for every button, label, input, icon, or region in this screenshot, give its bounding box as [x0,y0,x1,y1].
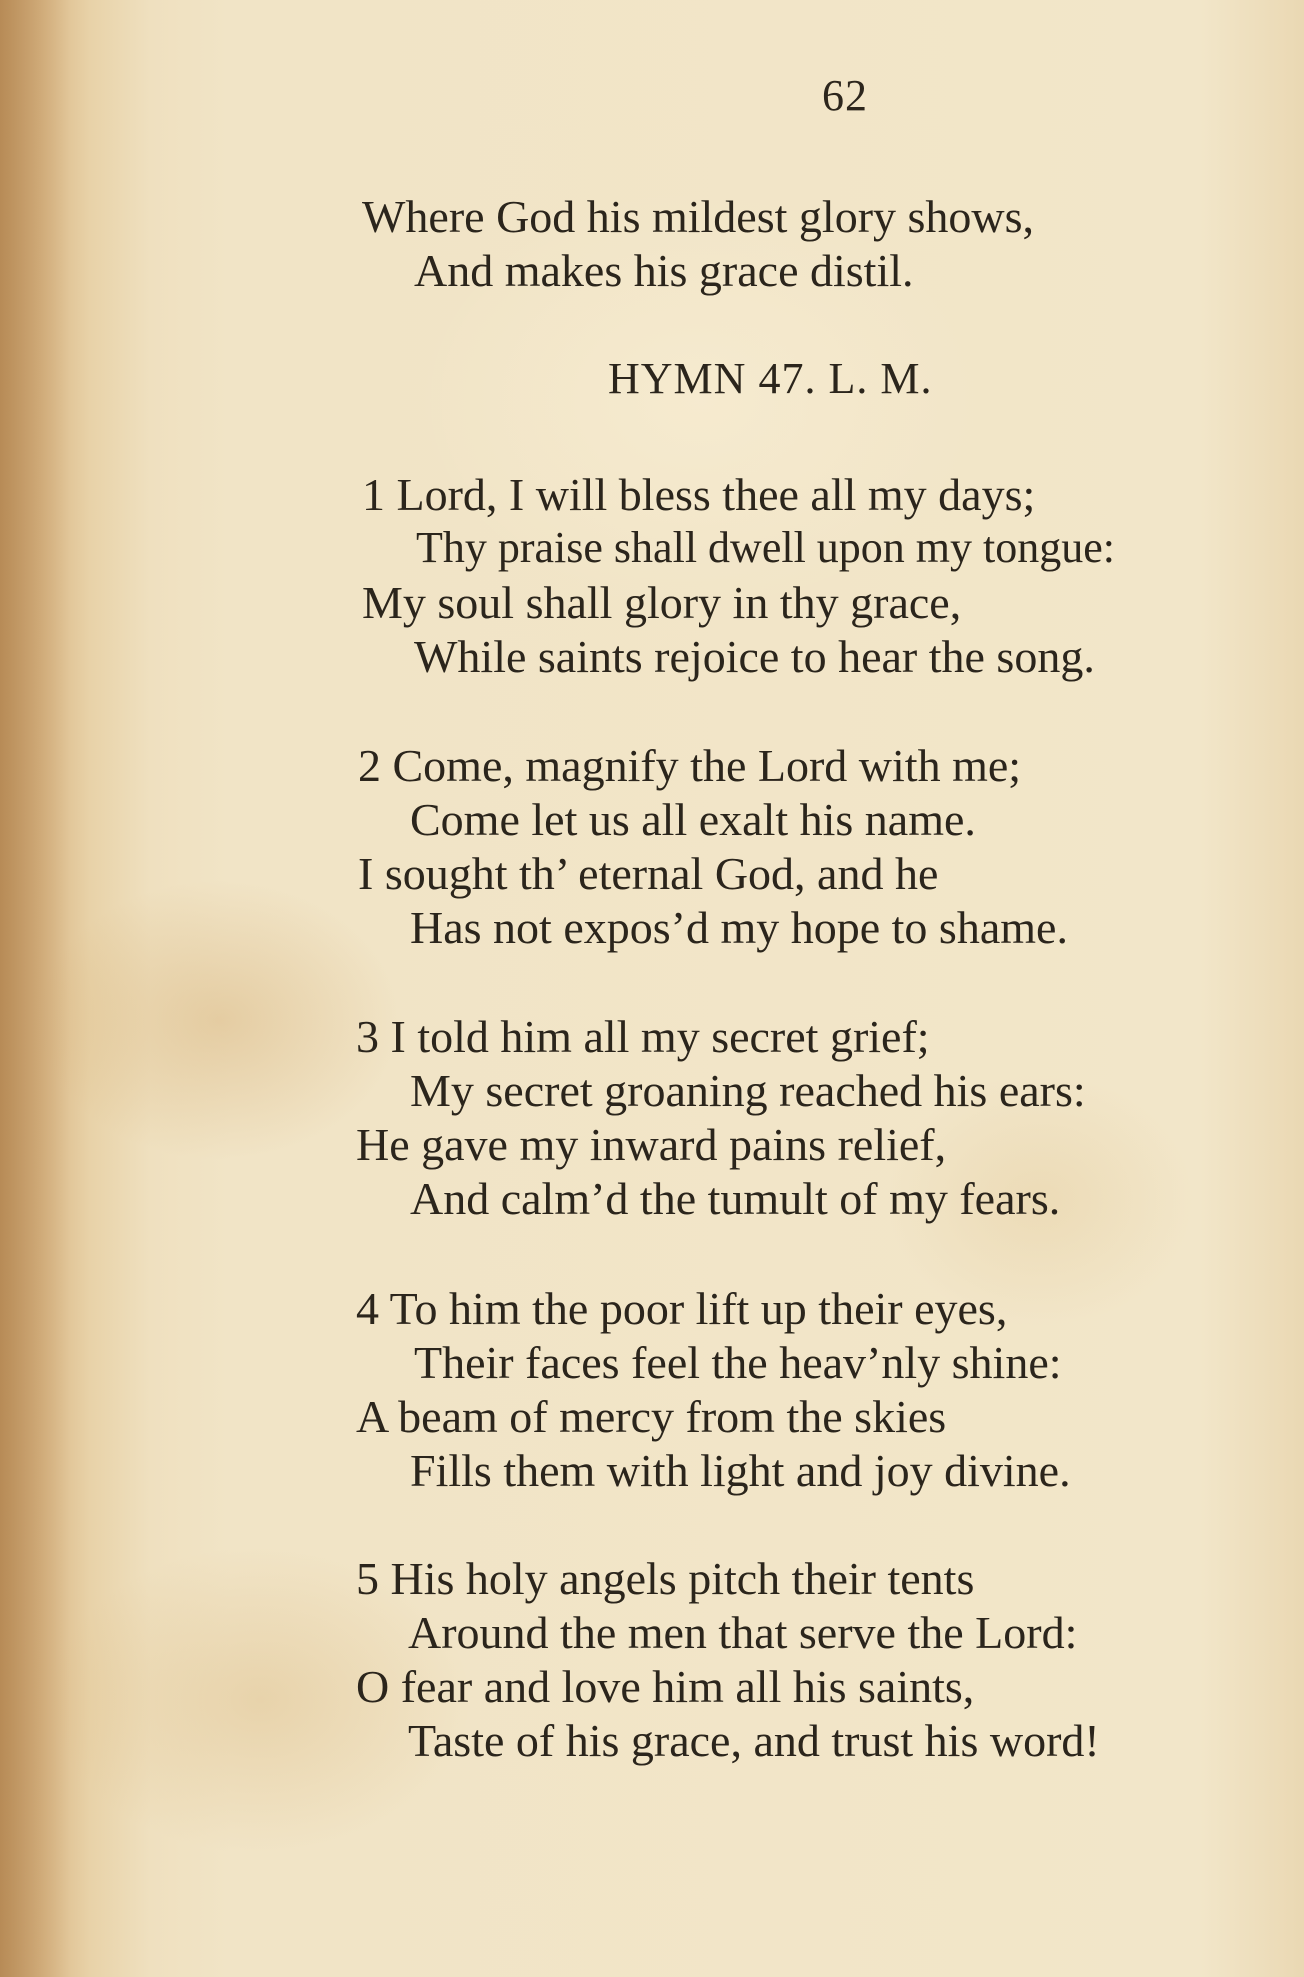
stanza-1-line-2: Thy praise shall dwell upon my tongue: [416,523,1115,572]
stanza-3-line-2: My secret groaning reached his ears: [410,1065,1086,1116]
page-number: 62 [822,71,868,120]
page-edge-shadow [0,0,70,1977]
stanza-2-line-3: I sought th’ eternal God, and he [358,848,939,899]
stanza-5-line-1: 5 His holy angels pitch their tents [356,1553,975,1604]
stanza-4-line-1: 4 To him the poor lift up their eyes, [356,1283,1008,1334]
previous-hymn-line: Where God his mildest glory shows, [362,191,1035,242]
hymn-title: HYMN 47. L. M. [608,354,933,403]
previous-hymn-line: And makes his grace distil. [414,245,914,296]
stanza-1-line-4: While saints rejoice to hear the song. [414,631,1095,682]
stanza-1-line-3: My soul shall glory in thy grace, [362,577,962,628]
stanza-1-line-1: 1 Lord, I will bless thee all my days; [362,469,1036,520]
stanza-5-line-4: Taste of his grace, and trust his word! [408,1715,1100,1766]
stanza-4-line-4: Fills them with light and joy divine. [410,1445,1071,1496]
stanza-3-line-3: He gave my inward pains relief, [356,1119,947,1170]
stanza-3-line-4: And calm’d the tumult of my fears. [410,1173,1061,1224]
stanza-2-line-1: 2 Come, magnify the Lord with me; [358,740,1022,791]
stanza-5-line-3: O fear and love him all his saints, [356,1661,975,1712]
stanza-3-line-1: 3 I told him all my secret grief; [356,1011,930,1062]
stanza-4-line-2: Their faces feel the heav’nly shine: [414,1337,1062,1388]
stanza-2-line-4: Has not expos’d my hope to shame. [410,902,1068,953]
stanza-2-line-2: Come let us all exalt his name. [410,794,976,845]
stanza-5-line-2: Around the men that serve the Lord: [408,1607,1078,1658]
stanza-4-line-3: A beam of mercy from the skies [356,1391,947,1442]
